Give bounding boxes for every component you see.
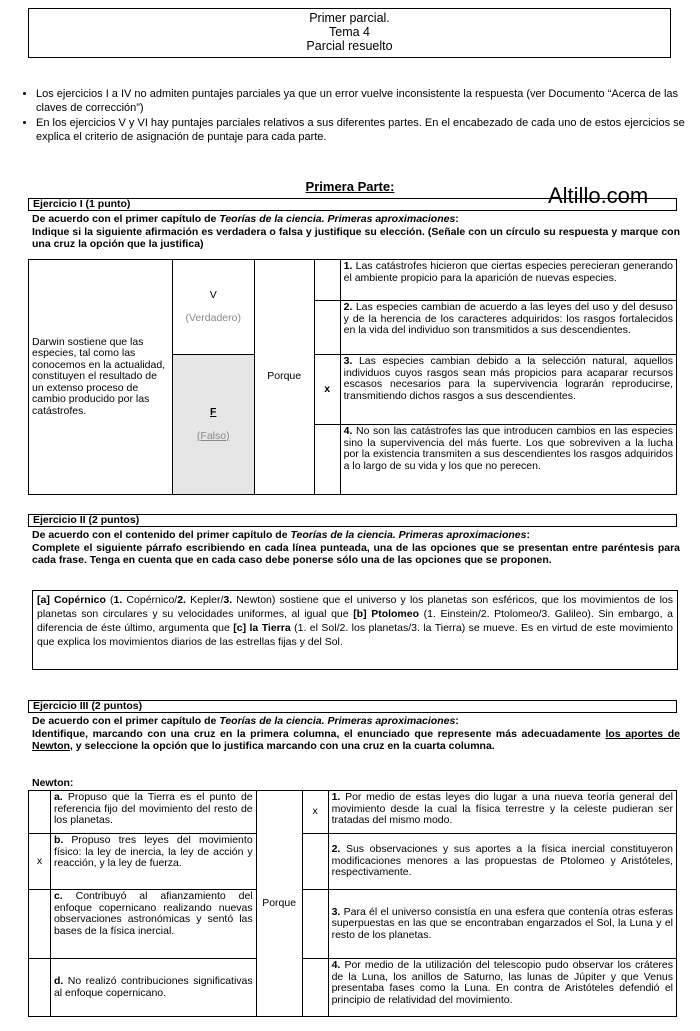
ej1-book: Teorías de la ciencia. Primeras aproximaciones bbox=[219, 213, 456, 225]
ej1-option-4: 4. No son las catástrofes las que introducen cambios en las especies sino la supervivencia del más fuerte. Los que sobreviven a la lucha por la existencia transmiten a sus descendientes los rasgos adquiridos a lo largo de su vida y los que no perecen. bbox=[340, 425, 676, 495]
ej1-option-2: 2. Las especies cambian de acuerdo a las leyes del uso y del desuso y de la herencia de los caracteres adquiridos: los rasgos fortalecidos en la vida del individuo son transmitidos a sus descendientes. bbox=[340, 301, 676, 355]
ej3-statement-d: d. No realizó contribuciones significativas al enfoque copernicano. bbox=[50, 959, 256, 1017]
ej1-false-cell bbox=[172, 355, 254, 495]
ej3-statement-c: c. Contribuyó al afianzamiento del enfoque copernicano realizando nuevas observaciones astronómicas y sentó las bases de la física inercial. bbox=[50, 890, 256, 959]
ej1-mark-3: x bbox=[314, 355, 340, 425]
ej1-instruction: Indique si la siguiente afirmación es verdadera o falsa y justifique su elección. (Señale con un círculo su respuesta y marque con una cruz la opción que la justifica) bbox=[32, 225, 680, 250]
ej3-reason-3: 3. Para él el universo consistía en una esfera que contenía otras esferas superpuestas en las que se encontraban engarzados el Sol, la Luna y el resto de los planetas. bbox=[328, 890, 676, 959]
exam-header bbox=[28, 8, 671, 58]
ej1-porque: Porque bbox=[254, 260, 314, 495]
instructions-list bbox=[14, 88, 700, 146]
ej3-reason-1: 1. Por medio de estas leyes dio lugar a una nueva teoría general del movimiento desde la cual la física terrestre y la celeste pudieran ser tratadas del mismo modo. bbox=[328, 791, 676, 834]
ej2-answer-c: [c] la Tierra bbox=[233, 622, 291, 634]
ej3-intro: De acuerdo con el primer capítulo de Teorías de la ciencia. Primeras aproximaciones: Identifique, marcando con una cruz en la primera columna, el enunciado que represente más adecuadamente los aportes de Newton, y seleccione la opción que lo justifica marcando con una cruz en la cuarta columna. bbox=[32, 715, 680, 752]
ej3-title: Ejercicio III (2 puntos) bbox=[28, 700, 677, 713]
ej2-title: Ejercicio II (2 puntos) bbox=[28, 514, 677, 527]
header-line-3: Parcial resuelto bbox=[306, 39, 393, 53]
ej3-porque: Porque bbox=[256, 791, 302, 1017]
ej3-underlined: los aportes de Newton bbox=[32, 727, 680, 752]
ej2-answer-a: [a] Copérnico bbox=[37, 594, 106, 606]
ej1-mark-2 bbox=[314, 301, 340, 355]
instruction-item: • En los ejercicios V y VI hay puntajes parciales relativos a sus diferentes partes. En el encabezado de cada uno de estos ejercicios se explica el criterio de asignación de puntaje para cada parte. bbox=[36, 117, 700, 144]
ej3-subject: Newton: bbox=[32, 777, 74, 789]
ej3-stmt-mark-a bbox=[29, 791, 51, 834]
ej1-intro-a: De acuerdo con el primer capítulo de bbox=[32, 213, 220, 225]
ej3-reason-mark-3 bbox=[302, 890, 328, 959]
ej3-reason-mark-2 bbox=[302, 834, 328, 890]
ej1-true-word: (Verdadero) bbox=[185, 312, 241, 324]
ej1-mark-4 bbox=[314, 425, 340, 495]
watermark: Altillo.com bbox=[548, 183, 649, 208]
ej1-intro-b: : bbox=[455, 213, 459, 225]
ej2-intro-a: De acuerdo con el contenido del primer capítulo de bbox=[32, 529, 291, 541]
ej3-statement-a: a. Propuso que la Tierra es el punto de referencia fijo del movimiento del resto de los planetas. bbox=[50, 791, 256, 834]
section-title: Primera Parte: bbox=[305, 179, 395, 194]
ej3-intro-a: De acuerdo con el primer capítulo de bbox=[32, 715, 220, 727]
ej1-table bbox=[28, 259, 677, 495]
ej1-intro bbox=[32, 213, 680, 251]
ej1-false-word: (Falso) bbox=[196, 429, 230, 442]
ej3-stmt-mark-b: x bbox=[29, 834, 51, 890]
ej3-stmt-mark-d bbox=[29, 959, 51, 1017]
ej3-reason-4: 4. Por medio de la utilización del telescopio pudo observar los cráteres de la Luna, los anillos de Saturno, las lunas de Júpiter y que Venus presentaba fases como la Luna. En contra de Aristóteles defendió el principio de relatividad del movimiento. bbox=[328, 959, 676, 1017]
ej1-false-letter: F bbox=[210, 406, 217, 418]
ej1-mark-1 bbox=[314, 260, 340, 301]
ej2-answer-b: [b] Ptolomeo bbox=[353, 608, 420, 620]
ej3-statement-b: b. Propuso tres leyes del movimiento físico: la ley de inercia, la ley de acción y reacción, y la ley de fuerza. bbox=[50, 834, 256, 890]
ej2-instruction: Complete el siguiente párrafo escribiendo en cada línea punteada, una de las opciones que se presentan entre paréntesis para cada frase. Tenga en cuenta que en cada caso debe ponerse sólo una de las opciones que se proponen. bbox=[32, 541, 680, 566]
header-line-2: Tema 4 bbox=[329, 25, 370, 39]
ej1-statement: Darwin sostiene que las especies, tal como las conocemos en la actualidad, constituyen el resultado de un extenso proceso de cambio producido por las catástrofes. bbox=[29, 260, 173, 495]
instruction-item: • Los ejercicios I a IV no admiten puntajes parciales ya que un error vuelve inconsistente la respuesta (ver Documento “Acerca de las claves de corrección”) bbox=[36, 88, 700, 115]
ej2-intro-b: : bbox=[526, 529, 530, 541]
ej2-intro bbox=[32, 529, 680, 567]
ej2-book: Teorías de la ciencia. Primeras aproximaciones bbox=[290, 529, 527, 541]
ej3-reason-mark-1: x bbox=[302, 791, 328, 834]
ej3-stmt-mark-c bbox=[29, 890, 51, 959]
ej1-option-3: 3. Las especies cambian debido a la selección natural, aquellos individuos cuyos rasgos sean más propicios para acaparar recursos escasos necesarios para la supervivencia lograrán reproducirse, transmitiendo dichos rasgos a sus descendientes. bbox=[340, 355, 676, 425]
ej2-paragraph: [a] Copérnico (1. Copérnico/2. Kepler/3. Newton) sostiene que el universo y los planetas son esféricos, que los movimientos de los planetas son circulares y su velocidades uniformes, al igual que [b] Ptolomeo (1. Einstein/2. Ptolomeo/3. Galileo). Sin embargo, a diferencia de éste último, argumenta que [c] la Tierra (1. el Sol/2. los planetas/3. la Tierra) se mueve. Es en virtud de este movimiento que explica los movimientos diarios de las estrellas fijas y del Sol. bbox=[32, 590, 678, 670]
ej3-reason-mark-4 bbox=[302, 959, 328, 1017]
header-line-1: Primer parcial. bbox=[309, 11, 390, 25]
ej1-true-letter: V bbox=[209, 288, 217, 301]
ej3-book: Teorías de la ciencia. Primeras aproximaciones bbox=[219, 715, 456, 727]
ej1-true-cell bbox=[172, 260, 254, 355]
ej1-option-1: 1. Las catástrofes hicieron que ciertas especies perecieran generando el ambiente propicio para la aparición de nuevas especies. bbox=[340, 260, 676, 301]
ej3-intro-b: : bbox=[455, 715, 459, 727]
ej3-reason-2: 2. Sus observaciones y sus aportes a la física inercial constituyeron modificaciones menores a las propuestas de Ptolomeo y Aristóteles, respectivamente. bbox=[328, 834, 676, 890]
ej1-title: Ejercicio I (1 punto) bbox=[28, 198, 677, 211]
ej3-table bbox=[28, 790, 677, 1017]
